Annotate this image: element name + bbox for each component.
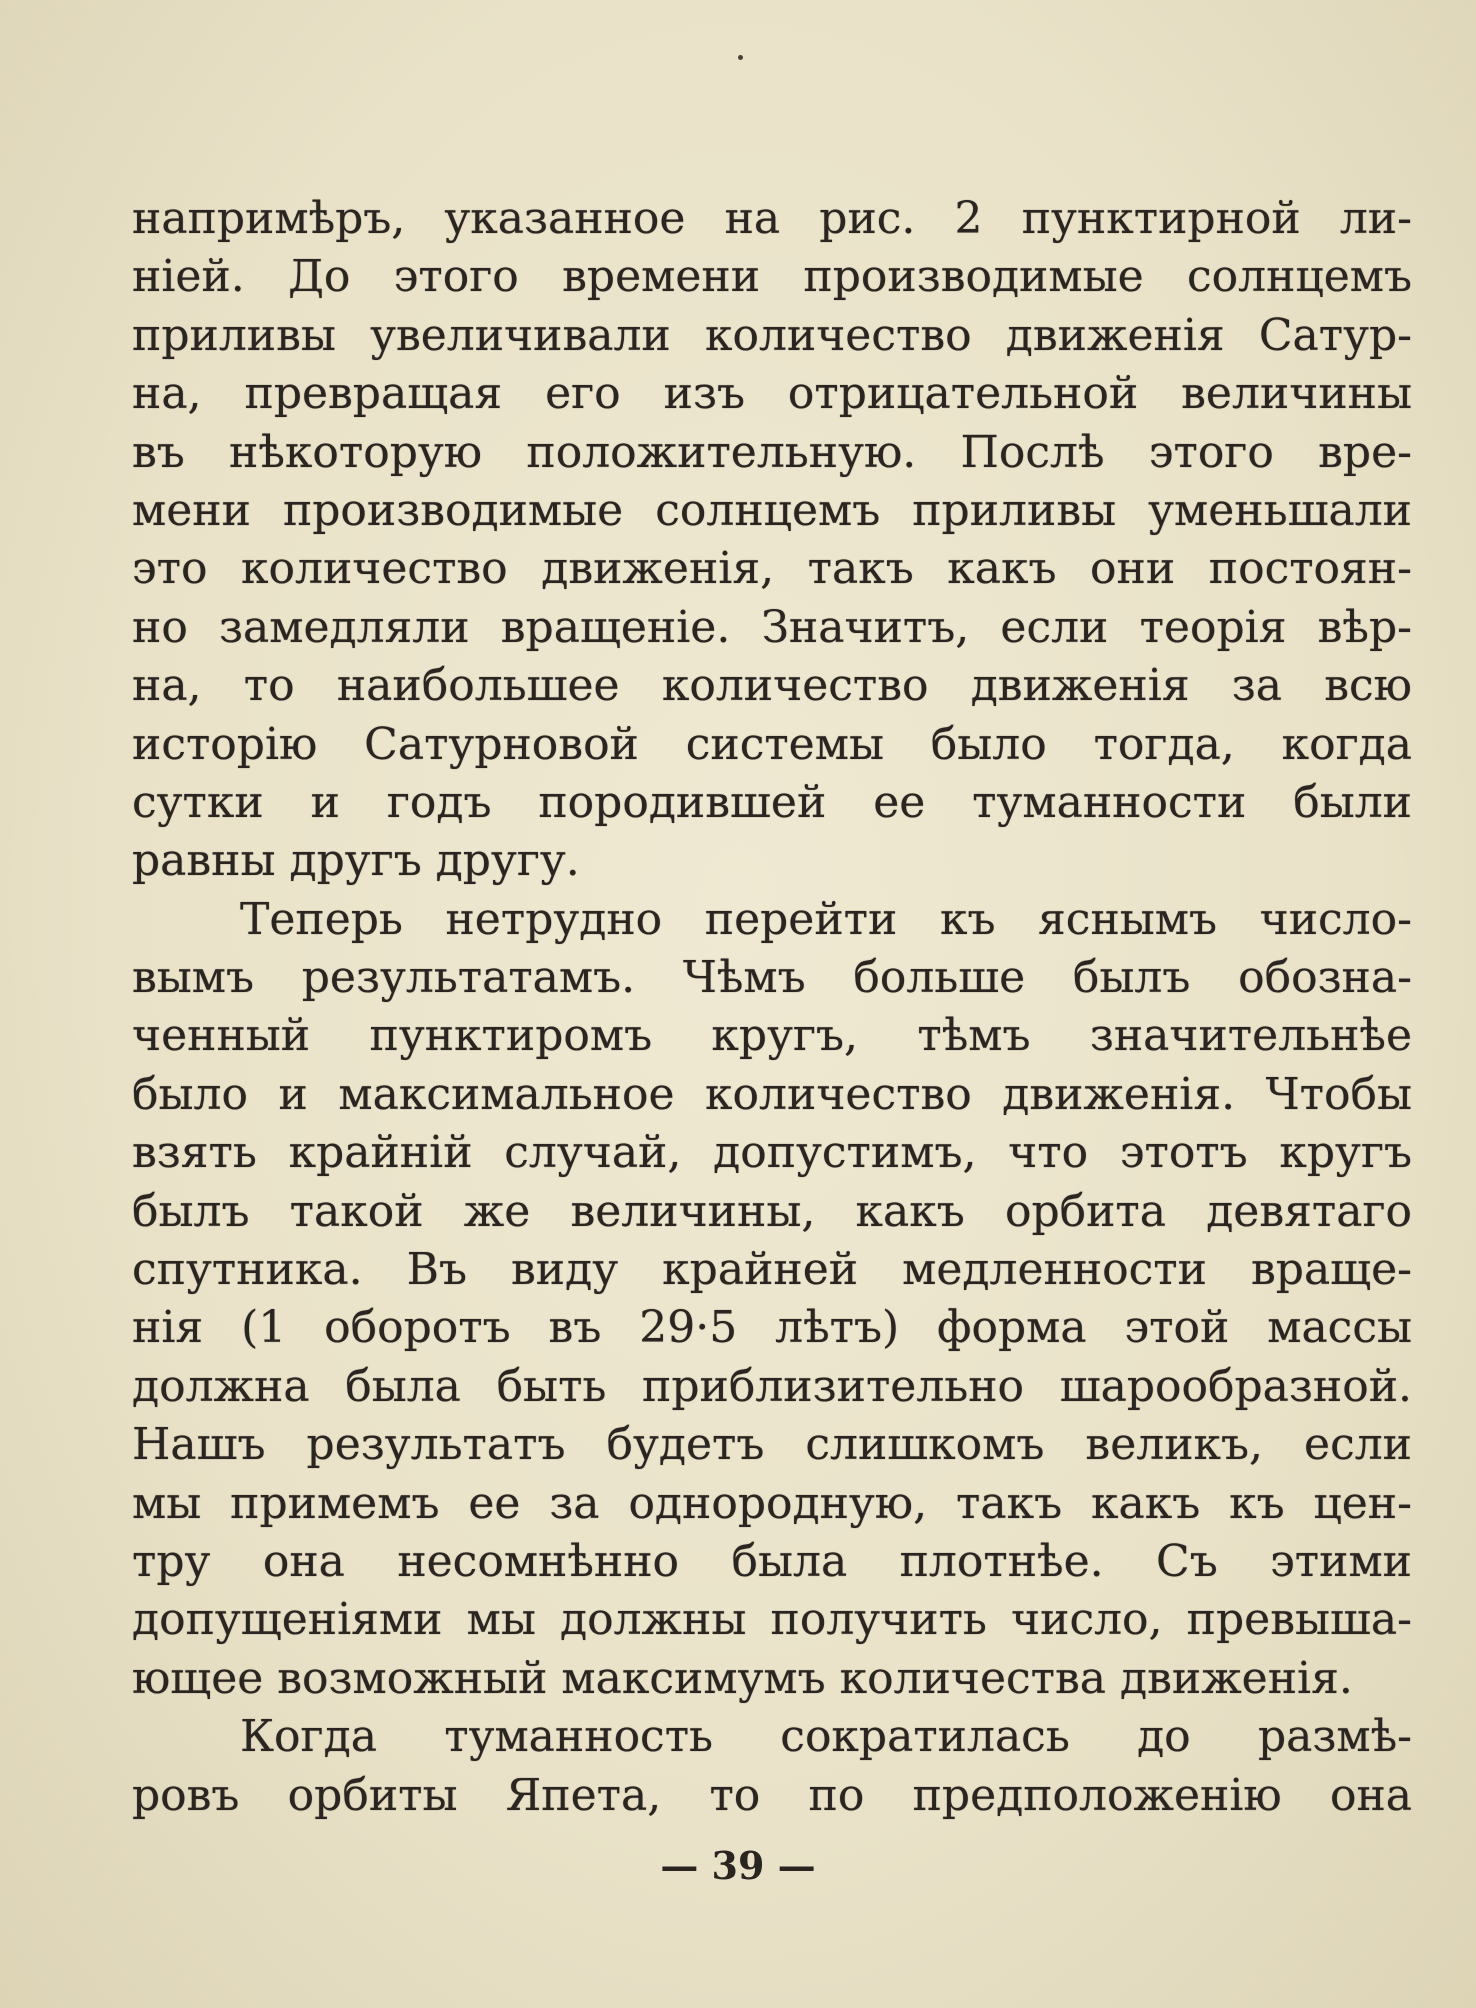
text-line: ющее возможный максимумъ количества движенія. bbox=[132, 1652, 1353, 1704]
page-text bbox=[132, 190, 1412, 1825]
text-line: допущеніями мы должны получить число, превыша- bbox=[132, 1594, 1412, 1646]
text-line: на, превращая его изъ отрицательной величины bbox=[132, 368, 1412, 420]
text-line: это количество движенія, такъ какъ они постоян- bbox=[132, 543, 1412, 595]
text-line: спутника. Въ виду крайней медленности враще- bbox=[132, 1244, 1412, 1296]
text-line: сутки и годъ породившей ее туманности были bbox=[132, 776, 1412, 828]
text-line: ченный пунктиромъ кругъ, тѣмъ значительнѣе bbox=[132, 1010, 1412, 1062]
text-line: ровъ орбиты Япета, то по предположенію она bbox=[132, 1769, 1412, 1821]
text-line: въ нѣкоторую положительную. Послѣ этого вре- bbox=[132, 426, 1412, 478]
text-line: но замедляли вращеніе. Значитъ, если теорія вѣр- bbox=[132, 601, 1412, 653]
text-line: ніей. До этого времени производимые солнцемъ bbox=[132, 251, 1412, 303]
text-line: исторію Сатурновой системы было тогда, когда bbox=[132, 718, 1412, 770]
text-line: нія (1 оборотъ въ 29·5 лѣтъ) форма этой массы bbox=[132, 1302, 1412, 1354]
text-line: былъ такой же величины, какъ орбита девятаго bbox=[132, 1185, 1412, 1237]
text-line: приливы увеличивали количество движенія Сатур- bbox=[132, 309, 1412, 361]
text-line: напримѣръ, указанное на рис. 2 пунктирной ли- bbox=[132, 193, 1412, 244]
ink-speck bbox=[738, 55, 743, 60]
text-line: равны другъ другу. bbox=[132, 835, 580, 887]
text-line: было и максимальное количество движенія. Чтобы bbox=[132, 1068, 1412, 1120]
text-line: вымъ результатамъ. Чѣмъ больше былъ обозна- bbox=[132, 952, 1412, 1004]
text-line: на, то наибольшее количество движенія за всю bbox=[132, 660, 1412, 712]
text-line: мени производимые солнцемъ приливы уменьшали bbox=[132, 484, 1412, 536]
text-line: Когда туманность сократилась до размѣ- bbox=[240, 1711, 1412, 1763]
text-line: мы примемъ ее за однородную, такъ какъ къ цен- bbox=[132, 1477, 1412, 1529]
text-line: взять крайній случай, допустимъ, что этотъ кругъ bbox=[132, 1127, 1412, 1179]
page-number: — 39 — bbox=[660, 1843, 816, 1888]
text-line: Теперь нетрудно перейти къ яснымъ число- bbox=[240, 893, 1412, 945]
text-line: Нашъ результатъ будетъ слишкомъ великъ, если bbox=[132, 1419, 1412, 1471]
text-line: должна была быть приблизительно шарообразной. bbox=[132, 1360, 1412, 1412]
text-line: тру она несомнѣнно была плотнѣе. Съ этими bbox=[132, 1535, 1412, 1587]
